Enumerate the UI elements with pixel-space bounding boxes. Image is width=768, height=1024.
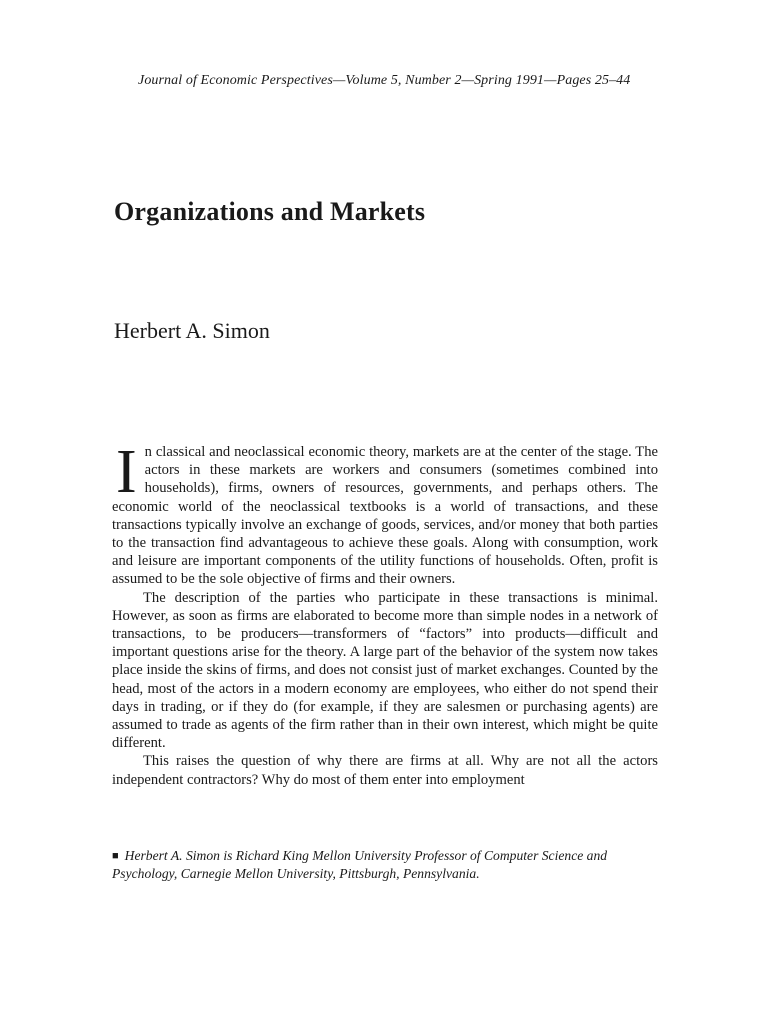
paragraph-1-text: n classical and neoclassical economic theory, markets are at the center of the stage. The actors in these markets are workers and consumers (sometimes combined into households), firms, owners of resources, governments, and perhaps others. The economic world of the neoclassical textbooks is a world of transactions, and these transactions typically involve an exchange of goods, services, and/or money that both parties to the transaction find advantageous to achieve these goals. Along with consumption, work and leisure are important components of the utility functions of households. Often, profit is assumed to be the sole objective of firms and their owners.	[112, 444, 658, 588]
drop-cap: I	[116, 438, 137, 506]
author-footnote	[112, 847, 660, 883]
article-body	[112, 438, 658, 789]
paragraph-3: This raises the question of why there are firms at all. Why are not all the actors independent contractors? Why do most of them enter into employment	[112, 753, 658, 788]
paragraph-2: The description of the parties who participate in these transactions is minimal. However, as soon as firms are elaborated to become more than simple nodes in a network of transactions, to be producers—transformers of “factors” into products—difficult and important questions arise for the theory. A large part of the behavior of the system now takes place inside the skins of firms, and does not consist just of market exchanges. Counted by the head, most of the actors in a modern economy are employees, who either do not spend their days in trading, or if they do (for example, if they are salesmen or purchasing agents) are assumed to trade as agents of the firm rather than in their own interest, which might be quite different.	[112, 589, 658, 752]
square-bullet-icon: ■	[112, 850, 119, 862]
article-author: Herbert A. Simon	[114, 318, 270, 343]
paragraph-1	[112, 438, 658, 589]
article-title: Organizations and Markets	[114, 197, 426, 226]
footnote-text: Herbert A. Simon is Richard King Mellon University Professor of Computer Science and Psychology, Carnegie Mellon University, Pittsburgh, Pennsylvania.	[112, 848, 608, 881]
journal-header: Journal of Economic Perspectives—Volume 5, Number 2—Spring 1991—Pages 25–44	[138, 73, 631, 88]
